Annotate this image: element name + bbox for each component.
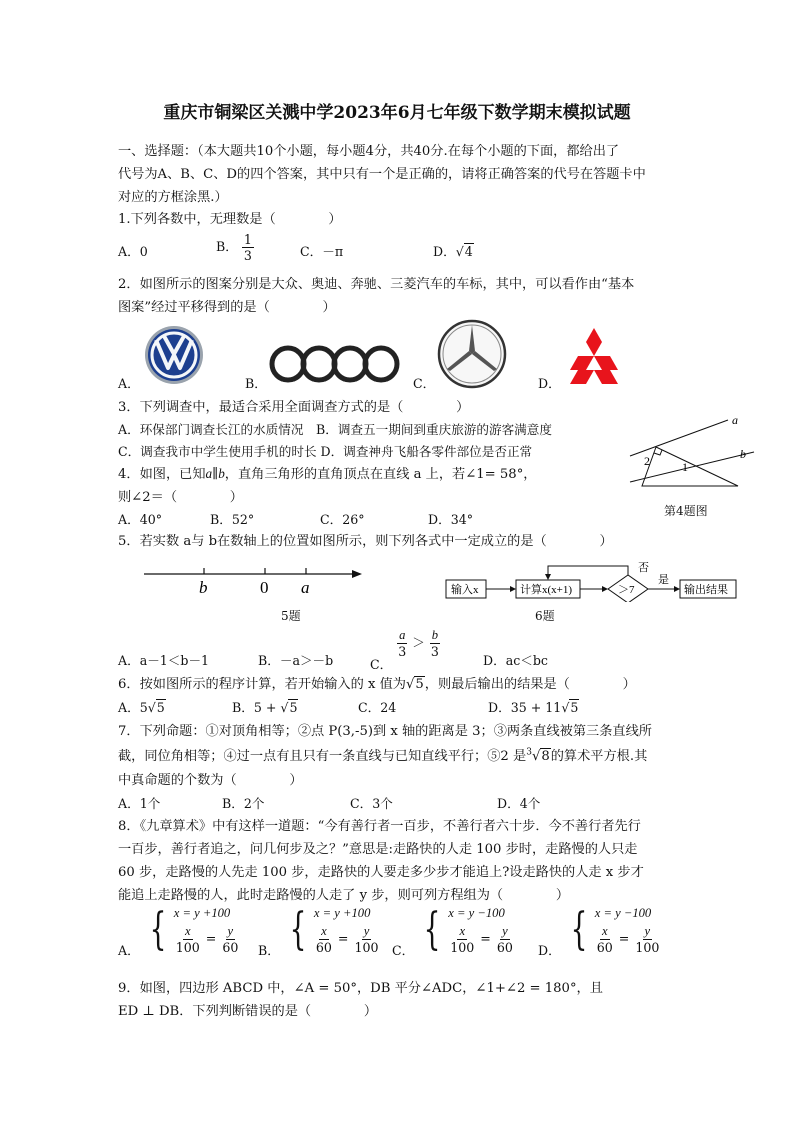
root-index: 3 [526, 747, 532, 758]
q1-option-b [216, 232, 254, 263]
equation-2: $\frac{x}{100}$ = $\frac{y}{60}$ [450, 923, 513, 955]
flow-input-box: 输入x [451, 584, 479, 596]
fraction-numerator: x [601, 923, 608, 938]
q7-option-a: A．1个 [118, 796, 161, 811]
fraction-numerator: b [431, 628, 439, 642]
q8-option-b [258, 904, 381, 956]
equation-1: x = y −100 [594, 905, 652, 920]
q5-number-line [140, 562, 370, 598]
q6-caption: 6题 [535, 609, 555, 623]
axis-label-zero: 0 [260, 578, 269, 597]
q4-caption: 第4题图 [664, 504, 708, 518]
q7-option-c: C．3个 [350, 796, 393, 811]
q5-option-c-frac-b [429, 628, 441, 659]
fraction-numerator: x [184, 923, 191, 938]
mitsubishi-logo-image [560, 326, 628, 386]
q1-option-d-label: D． [433, 244, 456, 259]
fraction-numerator: y [502, 923, 508, 938]
radicand: 5 [289, 700, 298, 715]
fraction-denominator: 60 [315, 939, 332, 955]
q7-line-1: 7．下列命题：①对顶角相等；②点 P(3,-5)到 x 轴的距离是 3；③两条直线被第三条直线所 [118, 724, 652, 739]
fraction-denominator: 3 [430, 644, 439, 659]
equation-system [144, 904, 241, 956]
fraction-denominator: 60 [496, 939, 513, 955]
page-title: 重庆市铜梁区关溅中学2023年6月七年级下数学期末模拟试题 [163, 103, 631, 123]
q8-option-d-label: D． [538, 942, 561, 958]
fraction-denominator: 3 [243, 248, 252, 263]
equation-system [565, 904, 662, 956]
q8-option-a-label: A． [118, 942, 140, 958]
equation-2: $\frac{x}{60}$ = $\frac{y}{100}$ [596, 923, 660, 955]
q5-option-b: B．－a＞－b [258, 653, 334, 668]
q8-line-4: 能追上走路慢的人，此时走路慢的人走了 y 步，则可列方程组为（ ） [118, 888, 570, 903]
brace-icon: { [570, 904, 588, 955]
q4-option-c: C．26° [320, 512, 365, 527]
radicand: 5 [570, 700, 579, 715]
brace-icon: { [289, 904, 307, 955]
q4-fig-label-1: 1 [682, 460, 688, 474]
section-header-line-2: 代号为A、B、C、D的四个答案，其中只有一个是正确的，请将正确答案的代号在答题卡中 [118, 167, 646, 182]
fraction-numerator: a [399, 628, 406, 642]
q4-figure [628, 412, 756, 500]
q7-line-2-pre: 截，同位角相等；④过一点有且只有一条直线与已知直线平行；⑤2 是 [118, 749, 527, 764]
q7-option-d: D．4个 [497, 796, 541, 811]
axis-label-b: b [199, 578, 208, 597]
q8-line-2: 一百步，善行者追之，问几何步及之？”意思是:走路快的人走 100 步时，走路慢的人只走 [118, 842, 638, 857]
vw-logo-image [142, 324, 206, 386]
equation-2: $\frac{x}{60}$ = $\frac{y}{100}$ [315, 923, 379, 955]
q8-option-c [392, 904, 515, 956]
q4-fig-label-2: 2 [644, 454, 650, 468]
equation-system [284, 904, 381, 956]
q5-option-c-label: C． [370, 657, 393, 672]
q5-option-c-operator: ＞ [412, 635, 425, 650]
fraction-numerator: y [644, 923, 651, 938]
q7-option-b: B．2个 [222, 796, 265, 811]
q2-option-c: C． [413, 376, 436, 391]
section-header-line-3: 对应的方框涂黑.） [118, 190, 228, 205]
q8-option-b-label: B． [258, 942, 280, 958]
q6-option-d-label: D．35 + 11 [488, 700, 562, 715]
fraction-denominator: 100 [450, 939, 475, 955]
q4-stem-pre: 4．如图，已知 [118, 467, 206, 482]
q6-option-d: D．35 + 11√5 [488, 700, 579, 715]
q4-option-b: B．52° [210, 512, 255, 527]
fraction-numerator: y [363, 923, 370, 938]
q5-option-a: A．a－1＜b－1 [118, 653, 210, 668]
q6-stem: 6．按如图所示的程序计算，若开始输入的 x 值为√5，则最后输出的结果是（ ） [118, 677, 636, 692]
q7-line-3: 中真命题的个数为（ ） [118, 773, 303, 788]
flow-condition: ＞7 [618, 584, 635, 596]
brace-icon: { [149, 904, 167, 955]
q1-option-b-fraction [242, 232, 254, 263]
mercedes-logo-image [436, 318, 508, 390]
fraction-numerator: y [227, 923, 234, 938]
q4-stem-parallel: a∥b [205, 466, 225, 481]
q3-options-row-2: C．调查我市中学生使用手机的时长 D．调查神舟飞船各零件部位是否正常 [118, 444, 533, 459]
equation-1: x = y +100 [173, 905, 231, 920]
fraction-numerator: 1 [243, 232, 252, 247]
radicand: 5 [415, 677, 424, 692]
equation-system [418, 904, 515, 956]
brace-icon: { [423, 904, 441, 955]
equation-2: $\frac{x}{100}$ = $\frac{y}{60}$ [175, 923, 239, 955]
q6-flowchart [444, 560, 740, 602]
q7-line-2-post: 的算术平方根.其 [550, 749, 648, 764]
q5-option-d: D．ac＜bc [483, 653, 548, 668]
q6-option-b: B．5 + √5 [232, 700, 298, 715]
q4-fig-label-a: a [732, 413, 738, 427]
q4-stem-post: ，直角三角形的直角顶点在直线 a 上，若∠1= 58°， [224, 467, 537, 482]
fraction-numerator: x [321, 923, 327, 938]
q8-option-a [118, 904, 240, 956]
q1-stem: 1.下列各数中，无理数是（ ） [118, 212, 342, 227]
q6-stem-post: ，则最后输出的结果是（ ） [424, 677, 636, 692]
equation-1: x = y +100 [313, 905, 371, 920]
q5-option-c-frac-a [396, 628, 408, 659]
radicand: 8 [541, 749, 550, 764]
q6-option-a-label: A．5 [118, 700, 148, 715]
fraction-denominator: 3 [398, 644, 407, 659]
q4-stem-line-2: 则∠2＝（ ） [118, 490, 243, 505]
flow-compute-box: 计算x(x+1) [520, 584, 573, 596]
fraction-numerator: x [459, 923, 466, 938]
q4-stem-line-1 [118, 463, 536, 482]
q8-option-c-label: C． [392, 942, 415, 958]
q2-option-d: D． [538, 376, 561, 391]
q9-line-2: ED ⊥ DB．下列判断错误的是（ ） [118, 1004, 378, 1019]
radicand: 4 [464, 244, 473, 259]
q4-option-d: D．34° [428, 512, 474, 527]
fraction-denominator: 100 [635, 939, 660, 955]
q8-line-1: 8．《九章算术》中有这样一道题：“今有善行者一百步，不善行者六十步．今不善行者先行 [118, 819, 641, 834]
q1-option-b-label: B． [216, 239, 238, 254]
equation-1: x = y −100 [448, 905, 505, 920]
radicand: 5 [156, 700, 165, 715]
q5-stem: 5．若实数 a与 b在数轴上的位置如图所示，则下列各式中一定成立的是（ ） [118, 534, 613, 549]
q3-options-row-1: A．环保部门调查长江的水质情况 B．调查五一期间到重庆旅游的游客满意度 [118, 422, 552, 437]
fraction-denominator: 60 [596, 939, 613, 955]
q3-stem: 3．下列调查中，最适合采用全面调查方式的是（ ） [118, 400, 470, 415]
flow-output-box: 输出结果 [684, 584, 728, 596]
q8-line-3: 60 步，走路慢的人先走 100 步，走路快的人要走多少步才能追上?设走路快的人走 x 步才 [118, 865, 644, 880]
audi-logo-image [268, 343, 402, 385]
q2-stem-line-2: 图案”经过平移得到的是（ ） [118, 300, 336, 315]
q2-stem-line-1: 2．如图所示的图案分别是大众、奥迪、奔驰、三菱汽车的车标，其中，可以看作由“基本 [118, 277, 635, 292]
q7-line-2: 截，同位角相等；④过一点有且只有一条直线与已知直线平行；⑤2 是$^3$√8的算术平方根.其 [118, 747, 648, 764]
q5-caption: 5题 [281, 609, 301, 623]
fraction-denominator: 100 [354, 939, 379, 955]
fraction-denominator: 60 [222, 939, 239, 955]
q6-option-a: A．5√5 [118, 700, 165, 715]
flow-yes-label: 是 [658, 574, 669, 586]
flow-no-label: 否 [638, 562, 649, 574]
fraction-denominator: 100 [175, 939, 200, 955]
q2-option-a: A． [118, 376, 140, 391]
q5-option-c [370, 628, 441, 672]
q6-stem-pre: 6．按如图所示的程序计算，若开始输入的 x 值为 [118, 677, 406, 692]
section-header-line-1: 一、选择题：（本大题共10个小题，每小题4分，共40分.在每个小题的下面，都给出了 [118, 144, 620, 159]
q1-option-a: A．0 [118, 244, 148, 259]
q1-option-c: C．－π [300, 244, 344, 259]
q1-option-d: D．√4 [433, 244, 473, 259]
q2-option-b: B． [245, 376, 267, 391]
q4-fig-label-b: b [740, 447, 746, 461]
q9-line-1: 9．如图，四边形 ABCD 中，∠A = 50°，DB 平分∠ADC，∠1+∠2 = 180°，且 [118, 981, 603, 996]
q6-option-c: C．24 [358, 700, 397, 715]
q6-option-b-label: B．5 + [232, 700, 281, 715]
q4-option-a: A．40° [118, 512, 163, 527]
q8-option-d [538, 904, 661, 956]
axis-label-a: a [301, 578, 310, 597]
